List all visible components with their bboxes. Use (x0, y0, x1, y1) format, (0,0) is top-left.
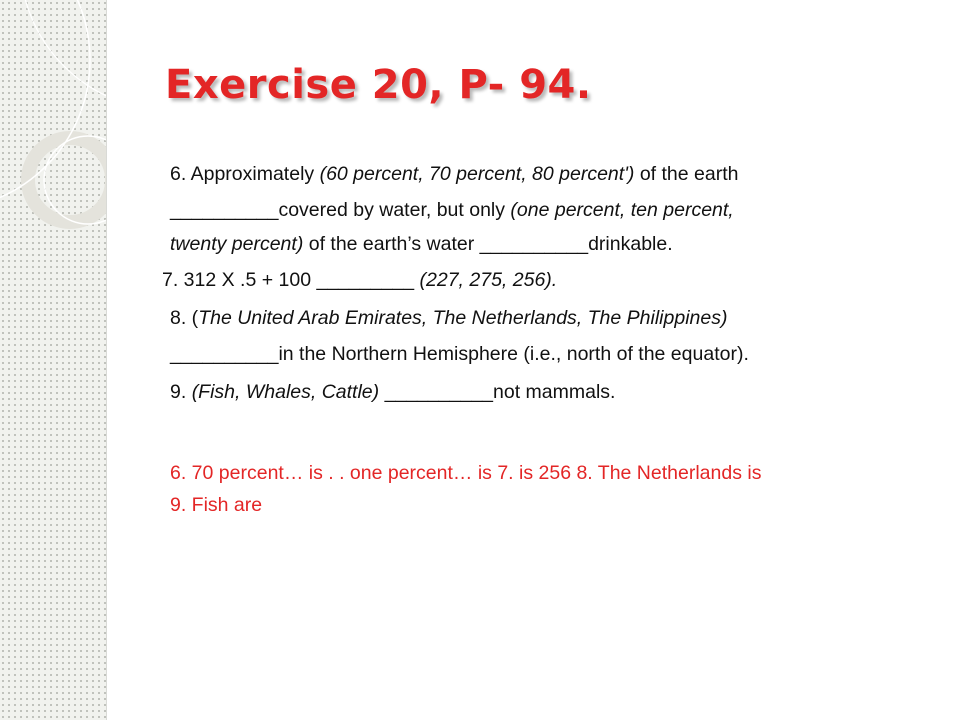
options: (227, 275, 256). (419, 269, 558, 291)
text: 8. ( (170, 307, 199, 329)
question-6-line-2 (170, 192, 734, 228)
text: 7. 312 X .5 + 100 _________ (162, 269, 420, 291)
question-6-line-1 (170, 156, 738, 192)
options: twenty percent) (170, 233, 304, 255)
answers-line-1: 6. 70 percent… is . . one percent… is 7. is 256 8. The Netherlands is (170, 462, 762, 484)
options: (Fish, Whales, Cattle) (191, 381, 380, 403)
question-8-line-2: __________in the Northern Hemisphere (i.e., north of the equator). (170, 343, 749, 365)
text: of the earth’s water __________drinkable. (303, 233, 673, 255)
text: 9. (170, 381, 192, 403)
question-9 (170, 374, 615, 410)
answers-line-2: 9. Fish are (170, 494, 263, 516)
page-title: Exercise 20, P- 94. (165, 62, 592, 108)
options: The United Arab Emirates, The Netherlands, The Philippines) (198, 307, 728, 329)
text: 6. Approximately (170, 163, 320, 185)
text: __________not mammals. (379, 381, 616, 403)
options: (60 percent, 70 percent, 80 percent') (319, 163, 635, 185)
question-7 (162, 262, 557, 298)
question-6-line-3 (170, 226, 673, 262)
question-8-line-1 (170, 300, 727, 336)
text: __________covered by water, but only (170, 199, 511, 221)
options: (one percent, ten percent, (510, 199, 734, 221)
text: of the earth (634, 163, 739, 185)
